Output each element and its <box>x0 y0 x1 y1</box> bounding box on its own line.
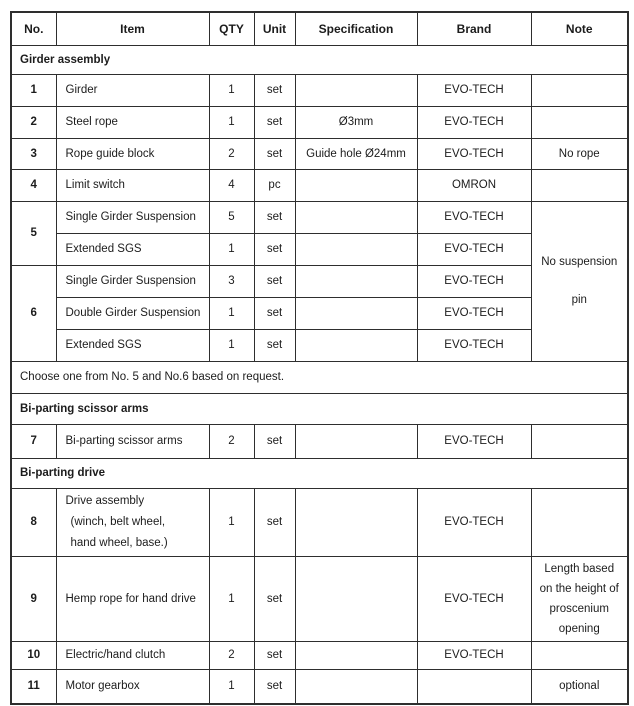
cell-note-merged: No suspension pin <box>531 201 628 361</box>
cell-qty: 3 <box>209 265 254 297</box>
cell-brand: EVO-TECH <box>417 201 531 233</box>
table-row-10 <box>11 641 628 669</box>
cell-item: Double Girder Suspension <box>56 297 209 329</box>
cell-qty: 1 <box>209 297 254 329</box>
cell-item <box>56 488 209 556</box>
cell-brand: EVO-TECH <box>417 641 531 669</box>
cell-no: 11 <box>11 669 56 704</box>
cell-spec <box>295 233 417 265</box>
cell-qty: 2 <box>209 424 254 458</box>
column-header-spec: Specification <box>295 12 417 45</box>
column-header-unit: Unit <box>254 12 295 45</box>
cell-no: 4 <box>11 169 56 201</box>
table-row-1 <box>11 74 628 106</box>
cell-spec <box>295 74 417 106</box>
cell-no: 7 <box>11 424 56 458</box>
cell-qty: 1 <box>209 556 254 641</box>
column-header-item: Item <box>56 12 209 45</box>
cell-spec <box>295 169 417 201</box>
cell-item: Single Girder Suspension <box>56 265 209 297</box>
cell-note: optional <box>531 669 628 704</box>
cell-spec: Guide hole Ø24mm <box>295 138 417 169</box>
column-header-brand: Brand <box>417 12 531 45</box>
section-title-drive: Bi-parting drive <box>11 458 628 488</box>
cell-qty: 4 <box>209 169 254 201</box>
cell-note <box>531 74 628 106</box>
cell-brand <box>417 669 531 704</box>
cell-brand: EVO-TECH <box>417 265 531 297</box>
cell-item: Bi-parting scissor arms <box>56 424 209 458</box>
cell-unit: set <box>254 265 295 297</box>
cell-qty: 2 <box>209 138 254 169</box>
cell-brand: EVO-TECH <box>417 297 531 329</box>
item-line: (winch, belt wheel, <box>70 515 166 528</box>
choose-note-row <box>11 361 628 393</box>
cell-brand: EVO-TECH <box>417 329 531 361</box>
section-title-girder-assembly: Girder assembly <box>11 45 628 74</box>
table-row-5a <box>11 201 628 233</box>
cell-no: 1 <box>11 74 56 106</box>
cell-qty: 1 <box>209 488 254 556</box>
section-row-girder-assembly <box>11 45 628 74</box>
cell-no: 3 <box>11 138 56 169</box>
item-line: hand wheel, base.) <box>70 536 168 549</box>
table-row-3 <box>11 138 628 169</box>
cell-item: Extended SGS <box>56 233 209 265</box>
cell-no: 5 <box>11 201 56 265</box>
cell-unit: set <box>254 329 295 361</box>
cell-unit: set <box>254 233 295 265</box>
cell-no: 10 <box>11 641 56 669</box>
cell-no: 9 <box>11 556 56 641</box>
cell-item: Girder <box>56 74 209 106</box>
table-row-4 <box>11 169 628 201</box>
cell-spec <box>295 424 417 458</box>
cell-brand: EVO-TECH <box>417 556 531 641</box>
cell-qty: 1 <box>209 106 254 138</box>
cell-item: Steel rope <box>56 106 209 138</box>
cell-spec <box>295 297 417 329</box>
bom-sheet <box>10 11 629 705</box>
cell-spec <box>295 641 417 669</box>
section-title-scissor-arms: Bi-parting scissor arms <box>11 393 628 424</box>
cell-no: 2 <box>11 106 56 138</box>
cell-item: Hemp rope for hand drive <box>56 556 209 641</box>
cell-unit: set <box>254 556 295 641</box>
cell-qty: 1 <box>209 74 254 106</box>
table-row-2 <box>11 106 628 138</box>
cell-item: Electric/hand clutch <box>56 641 209 669</box>
cell-unit: set <box>254 138 295 169</box>
bom-table <box>10 11 629 705</box>
cell-unit: set <box>254 669 295 704</box>
cell-unit: set <box>254 74 295 106</box>
cell-note <box>531 106 628 138</box>
cell-brand: EVO-TECH <box>417 233 531 265</box>
header-row <box>11 12 628 45</box>
cell-brand: EVO-TECH <box>417 106 531 138</box>
cell-no: 8 <box>11 488 56 556</box>
cell-item: Limit switch <box>56 169 209 201</box>
table-row-11 <box>11 669 628 704</box>
cell-unit: set <box>254 424 295 458</box>
cell-unit: pc <box>254 169 295 201</box>
section-row-drive <box>11 458 628 488</box>
section-row-scissor-arms <box>11 393 628 424</box>
cell-brand: EVO-TECH <box>417 74 531 106</box>
cell-spec <box>295 669 417 704</box>
cell-spec <box>295 329 417 361</box>
table-row-9 <box>11 556 628 641</box>
cell-item: Single Girder Suspension <box>56 201 209 233</box>
column-header-no: No. <box>11 12 56 45</box>
cell-note: Length based on the height of proscenium opening <box>531 556 628 641</box>
cell-unit: set <box>254 488 295 556</box>
cell-spec <box>295 265 417 297</box>
cell-brand: EVO-TECH <box>417 488 531 556</box>
cell-unit: set <box>254 201 295 233</box>
column-header-note: Note <box>531 12 628 45</box>
cell-note <box>531 169 628 201</box>
cell-brand: EVO-TECH <box>417 424 531 458</box>
table-row-8 <box>11 488 628 556</box>
cell-spec <box>295 201 417 233</box>
cell-note <box>531 488 628 556</box>
cell-unit: set <box>254 641 295 669</box>
item-line: Drive assembly <box>65 494 145 507</box>
cell-brand: EVO-TECH <box>417 138 531 169</box>
cell-spec <box>295 488 417 556</box>
cell-brand: OMRON <box>417 169 531 201</box>
cell-note <box>531 424 628 458</box>
cell-no: 6 <box>11 265 56 361</box>
cell-qty: 1 <box>209 669 254 704</box>
table-row-7 <box>11 424 628 458</box>
cell-item: Motor gearbox <box>56 669 209 704</box>
cell-qty: 1 <box>209 329 254 361</box>
cell-item: Rope guide block <box>56 138 209 169</box>
cell-qty: 2 <box>209 641 254 669</box>
column-header-qty: QTY <box>209 12 254 45</box>
cell-qty: 5 <box>209 201 254 233</box>
cell-spec: Ø3mm <box>295 106 417 138</box>
choose-note-text: Choose one from No. 5 and No.6 based on request. <box>11 361 628 393</box>
cell-unit: set <box>254 106 295 138</box>
cell-unit: set <box>254 297 295 329</box>
cell-note: No rope <box>531 138 628 169</box>
cell-spec <box>295 556 417 641</box>
cell-item: Extended SGS <box>56 329 209 361</box>
cell-note <box>531 641 628 669</box>
cell-qty: 1 <box>209 233 254 265</box>
